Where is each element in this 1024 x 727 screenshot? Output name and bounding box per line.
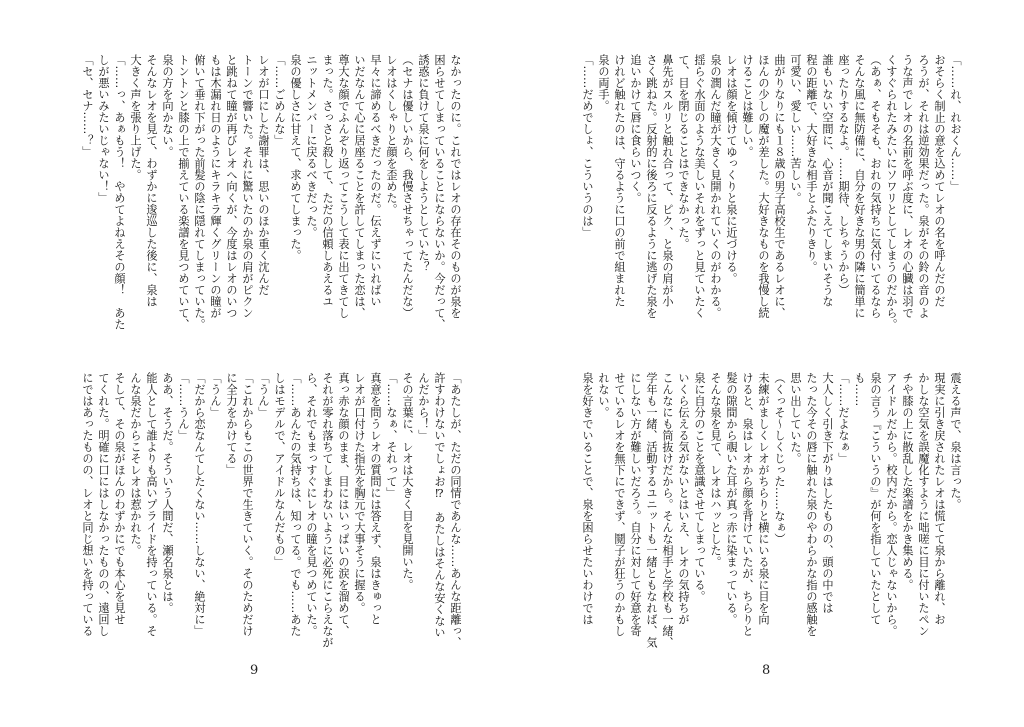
text-line: まった。さっさと殺して、ただの信頼しあえるユ	[321, 54, 334, 307]
text-line: そんな風に無防備に、自分を好きな男の隣に簡単に	[853, 54, 866, 319]
text-line: 追いかけて唇に食らいつく。	[629, 54, 642, 204]
text-line: そして、その泉がほんのわずかにでも本心を見せ	[113, 372, 126, 625]
text-line: 泉の両手。	[597, 54, 610, 112]
text-line: 能人として誰よりも高いプライドを持っている。そ	[145, 372, 158, 637]
text-line: さく跳ねた。反射的に後ろに反るように逃げた泉を	[645, 54, 658, 319]
text-line: かしな空気を誤魔化すように咄嗟に目に付いたペン	[917, 372, 930, 637]
text-line: 泉を好きでいることで、泉を困らせたいわけでは	[581, 372, 594, 625]
text-line: （セナは優しいから、我慢させちゃってたんだな）	[401, 54, 414, 319]
text-line: おそらく制止の意を込めてレオの名を呼んだのだ	[933, 54, 946, 307]
text-line: 「……うん」	[177, 372, 190, 441]
page-right	[512, 0, 1024, 727]
text-line: ニットメンバーに戻るべきだった。	[305, 54, 318, 238]
text-line: 鼻先がスルリと触れ合って、ピク、と泉の肩が小	[661, 54, 674, 307]
text-line: 誘惑に負けて泉に何をしようとしていた？	[417, 54, 430, 273]
text-line: 泉に自分のことを意識させてしまっている。	[693, 372, 706, 602]
text-line: 早々に諦めるべきだったのだ。伝えずにいればい	[369, 54, 382, 307]
text-line: 「……っ、あぁもう！ やめてよねえその顔！ あた	[113, 54, 126, 330]
text-line: 「セ、セナ……？」	[81, 54, 94, 158]
text-line: てくれた。明確に口にはしなかったものの、遠回し	[97, 372, 110, 637]
text-line: 大人しく引き下がりはしたものの、頭の中では	[821, 372, 834, 614]
left-upper-text	[79, 54, 463, 344]
text-line: 学年も一緒、活動するユニットも一緒ともなれば、気	[645, 372, 658, 648]
text-line: 曲がりなりにも１８歳の男子高校生であるレオに、	[773, 54, 786, 319]
text-line: 「……だめでしょ、こういうのは」	[581, 54, 594, 238]
text-line: 尊大な顔でふんぞり返ってこうして表に出てきてし	[337, 54, 350, 319]
text-line: 「……だよなぁ」	[837, 372, 850, 464]
text-line: けれど触れたのは、守るように口の前で組まれた	[613, 54, 626, 307]
text-line: その言葉に、レオは大きく目を見開いた。	[401, 372, 414, 591]
text-line: 泉の言う『こういうの』が何を指していたとして	[869, 372, 882, 625]
text-line: 「……あんたの気持ちは、知ってる。でも……あた	[289, 372, 302, 637]
text-line: 「うん」	[257, 372, 270, 418]
text-line: も……	[853, 372, 866, 407]
text-line: せているレオを無下にできず、鬩子が狂うのかもし	[613, 372, 626, 637]
text-line: 俯いて垂れ下がった前髪の陰に隠れてしまっていた。	[193, 54, 206, 330]
text-line: 困らせてしまっていることにならないか。今だって、	[433, 54, 446, 330]
text-line: レオが口付けた指先を胸元で大事そうに握る。	[353, 372, 366, 614]
text-line: 現実に引き戻されたレオは慌てて泉から離れ、お	[933, 372, 946, 625]
text-line: 「……なぁ、それって」	[385, 372, 398, 499]
right-upper-text	[579, 54, 963, 344]
text-line: 程の距離で、大好きな相手とふたりきり。	[805, 54, 818, 273]
text-line: うな声でレオの名前を呼ぶ度に、レオの心臓は羽で	[901, 54, 914, 319]
text-line: 泉の潤んだ瞳が大きく見開かれていくのがわかる。	[709, 54, 722, 319]
text-line: 座ったりするなよ。……期待、しちゃうから）	[837, 54, 850, 296]
text-line: 真っ赤な顔のまま、目にはいっぱいの涙を溜めて、	[337, 372, 350, 637]
text-line: 可愛い、愛しい……苦しい。	[789, 54, 802, 204]
text-line: んだから！」	[417, 372, 430, 441]
page-number-right: 8	[762, 663, 771, 678]
text-line: いだなんて心に居座ることを許してしまった恋は、	[353, 54, 366, 319]
text-line: 大きく声を張り上げた。	[129, 54, 142, 181]
text-line: 「……れ、れおくん……」	[949, 54, 962, 192]
text-line: レオは顔を傾けてゆっくりと泉に近づける。	[725, 54, 738, 284]
text-line: （くっそ〜しくじった……なぁ）	[773, 372, 786, 545]
text-line: にではあったものの、レオと同じ想いを持っている	[81, 372, 94, 637]
text-line: くすぐられたみたいにソワリとしてしまうのだから。	[885, 54, 898, 330]
text-line: にしない方が難しいだろう。自分に対して好意を寄	[629, 372, 642, 637]
right-lower-text	[579, 372, 963, 662]
text-line: レオはくしゃりと顔を歪めた。	[385, 54, 398, 215]
text-line: 「……ごめんな」	[273, 54, 286, 146]
text-line: 未練がましくレオがちらりと横にいる泉に目を向	[757, 372, 770, 625]
text-line: に全力をかけてる」	[225, 372, 238, 476]
text-line: 揺らぐ水面のような美しいそれをずっと見ていたく	[693, 54, 706, 319]
text-line: ろうが、それは逆効果だった。泉がその鈴の音のよ	[917, 54, 930, 319]
left-lower-text	[79, 372, 463, 662]
text-line: 「うん」	[209, 372, 222, 418]
text-line: それが零れ落ちてしまわないように必死にこらえなが	[321, 372, 334, 648]
text-line: なかったのに。これではレオの存在そのものが泉を	[449, 54, 462, 319]
text-line: レオが口にした謝罪は、思いのほか重く沈んだ	[257, 54, 270, 296]
text-line: て、目を閉じることはできなかった。	[677, 54, 690, 250]
text-line: 泉の方を向かない。	[161, 54, 174, 158]
text-line: けることは難しい。	[741, 54, 754, 158]
text-line: しが悪いみたいじゃない！」	[97, 54, 110, 204]
text-line: いくら伝える気がないとはいえ、レオの気持ちが	[677, 372, 690, 625]
text-line: そんな泉を見て、レオはハッとした。	[709, 372, 722, 568]
text-line: 許すわけないでしょお⁉ あたしはそんな安くない	[433, 372, 446, 639]
text-line: ら、それでもまっすぐにレオの瞳を見つめていた。	[305, 372, 318, 637]
text-line: 泉の優しさに甘えて、求めてしまった。	[289, 54, 302, 261]
text-line: れない。	[597, 372, 610, 418]
text-line: 震える声で、泉は言った。	[949, 372, 962, 510]
text-line: 誰もいない空間に、心音が聞こえてしまいそうな	[821, 54, 834, 307]
text-line: もは木漏れ日のようにキラキラ輝くグリーンの瞳が	[209, 54, 222, 319]
text-line: アイドルだから。校内だから。恋人じゃないから。	[885, 372, 898, 637]
text-line: 真意を問うレオの質問には答えず、泉はきゅっと	[369, 372, 382, 625]
text-line: 髪の隙間から覗いた耳が真っ赤に染まっている。	[725, 372, 738, 625]
text-line: （あぁ、そもそも、おれの気持ちに気付いてるなら	[869, 54, 882, 319]
text-line: たった今その唇に触れた泉のやわらかな指の感触を	[805, 372, 818, 637]
text-line: 「だから恋なんてしたくない……しない、絶対に」	[193, 372, 206, 637]
text-line: と跳ねて瞳が再びレオへ向くが、今度はレオのいつ	[225, 54, 238, 319]
text-line: ほんの少しの魔が差した。大好きなものを我慢し続	[757, 54, 770, 319]
text-line: トントンと膝の上で揃えている楽譜を見つめていて、	[177, 54, 190, 330]
text-line: んな泉だからこそレオは惹かれた。	[129, 372, 142, 556]
text-line: けると、泉はレオから顔を背けていたが、ちらりと	[741, 372, 754, 637]
text-line: ああ、そうだ。そういう人間だ、瀬名泉とは。	[161, 372, 174, 614]
text-line: こんなにも筒抜けだから。そんな相手と学校も一緒、	[661, 372, 674, 648]
text-line: チや膝の上に散乱した楽譜をかき集める。	[901, 372, 914, 591]
text-line: 思い出していた。	[789, 372, 802, 464]
text-line: 「あたしが、ただの同情であんな……あんな距離っ、	[449, 372, 462, 648]
text-line: しはモデルで、アイドルなんだもの」	[273, 372, 286, 568]
text-line: 「これからもこの世界で生きていく。そのためだけ	[241, 372, 254, 637]
page-number-left: 9	[250, 663, 259, 678]
text-line: そんなレオを見て、わずかに逡巡した後に、泉は	[145, 54, 158, 307]
text-line: トーンで響いた。それに驚いたのか泉の肩がピクン	[241, 54, 254, 319]
